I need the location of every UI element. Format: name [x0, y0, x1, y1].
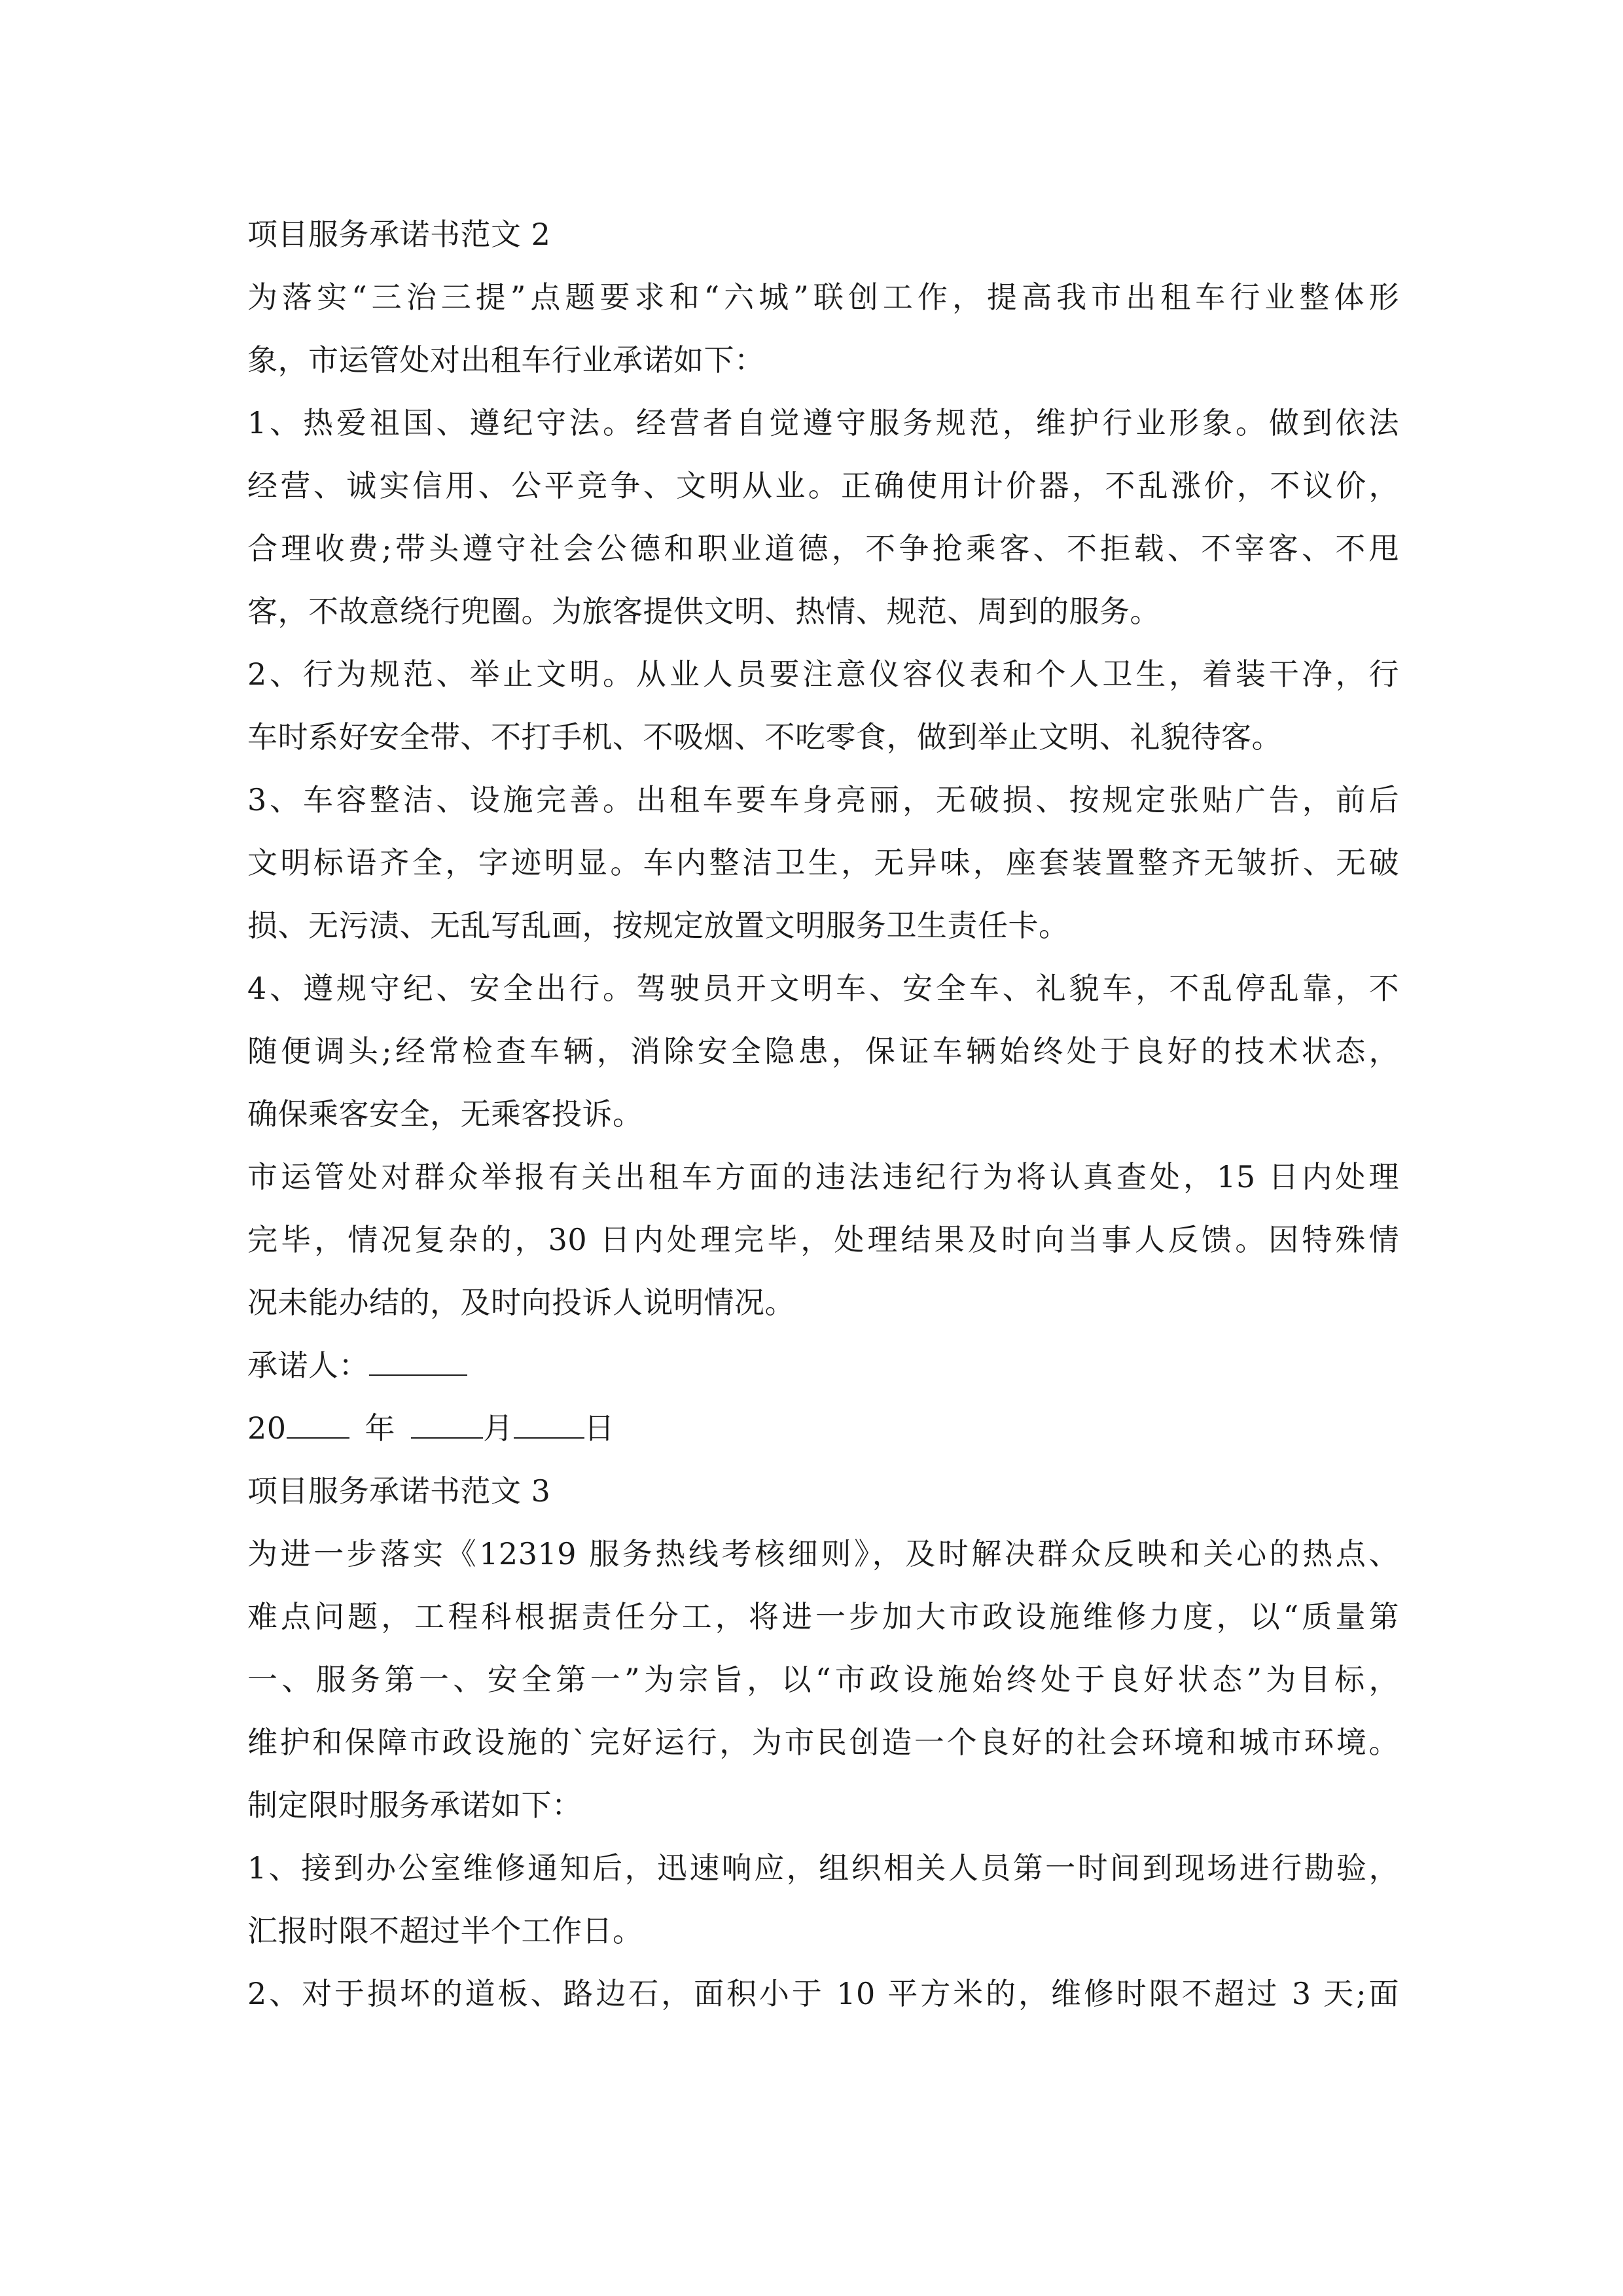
paragraph-line: 况未能办结的，及时向投诉人说明情况。: [247, 1285, 795, 1320]
section-title: 项目服务承诺书范文 2: [247, 217, 551, 252]
paragraph-line: 确保乘客安全，无乘客投诉。: [247, 1096, 643, 1132]
document-body: [247, 203, 1399, 2025]
paragraph-line: 3、车容整洁、设施完善。出租车要车身亮丽，无破损、按规定张贴广告，前后: [247, 782, 1399, 817]
paragraph-line: 难点问题，工程科根据责任分工，将进一步加大市政设施维修力度，以“质量第: [247, 1599, 1399, 1634]
paragraph-line: 1、热爱祖国、遵纪守法。经营者自觉遵守服务规范，维护行业形象。做到依法: [247, 405, 1399, 440]
paragraph-line: 随便调头;经常检查车辆，消除安全隐患，保证车辆始终处于良好的技术状态，: [247, 1033, 1399, 1069]
date-prefix: 20: [247, 1410, 287, 1446]
paragraph-line: 1、接到办公室维修通知后，迅速响应，组织相关人员第一时间到现场进行勘验，: [247, 1850, 1399, 1886]
paragraph-line: 经营、诚实信用、公平竞争、文明从业。正确使用计价器，不乱涨价，不议价，: [247, 468, 1399, 503]
paragraph-line: 合理收费;带头遵守社会公德和职业道德，不争抢乘客、不拒载、不宰客、不甩: [247, 531, 1399, 566]
date-line: [247, 1397, 1399, 1460]
signature-blank: [369, 1346, 467, 1376]
paragraph-line: 汇报时限不超过半个工作日。: [247, 1913, 643, 1948]
signature-label: 承诺人：: [247, 1348, 369, 1383]
paragraph-line: 损、无污渍、无乱写乱画，按规定放置文明服务卫生责任卡。: [247, 908, 1069, 943]
paragraph-line: 象，市运管处对出租车行业承诺如下：: [247, 342, 765, 378]
paragraph-line: 市运管处对群众举报有关出租车方面的违法违纪行为将认真查处，15 日内处理: [247, 1159, 1399, 1194]
month-blank: [411, 1408, 483, 1439]
day-blank: [514, 1408, 584, 1439]
paragraph-line: 一、服务第一、安全第一”为宗旨，以“市政设施始终处于良好状态”为目标，: [247, 1662, 1399, 1697]
paragraph-line: 2、对于损坏的道板、路边石，面积小于 10 平方米的，维修时限不超过 3 天;面: [247, 1976, 1399, 2011]
paragraph-line: 车时系好安全带、不打手机、不吸烟、不吃零食，做到举止文明、礼貌待客。: [247, 719, 1282, 755]
year-blank: [287, 1408, 349, 1439]
paragraph-line: 为进一步落实《12319 服务热线考核细则》，及时解决群众反映和关心的热点、: [247, 1536, 1399, 1571]
paragraph-line: 4、遵规守纪、安全出行。驾驶员开文明车、安全车、礼貌车，不乱停乱靠，不: [247, 971, 1399, 1006]
date-year-label: 年: [365, 1410, 396, 1446]
paragraph-line: 维护和保障市政设施的`完好运行，为市民创造一个良好的社会环境和城市环境。: [247, 1725, 1399, 1760]
paragraph-line: 完毕，情况复杂的，30 日内处理完毕，处理结果及时向当事人反馈。因特殊情: [247, 1222, 1399, 1257]
paragraph-line: 文明标语齐全，字迹明显。车内整洁卫生，无异味，座套装置整齐无皱折、无破: [247, 845, 1399, 880]
date-day-label: 日: [584, 1410, 615, 1446]
paragraph-line: 制定限时服务承诺如下：: [247, 1787, 582, 1823]
paragraph-line: 2、行为规范、举止文明。从业人员要注意仪容仪表和个人卫生，着装干净，行: [247, 656, 1399, 692]
section-title: 项目服务承诺书范文 3: [247, 1473, 551, 1509]
paragraph-line: 客，不故意绕行兜圈。为旅客提供文明、热情、规范、周到的服务。: [247, 594, 1160, 629]
paragraph-line: 为落实“三治三提”点题要求和“六城”联创工作，提高我市出租车行业整体形: [247, 279, 1399, 315]
signature-line: [247, 1334, 1399, 1397]
date-month-label: 月: [483, 1410, 514, 1446]
